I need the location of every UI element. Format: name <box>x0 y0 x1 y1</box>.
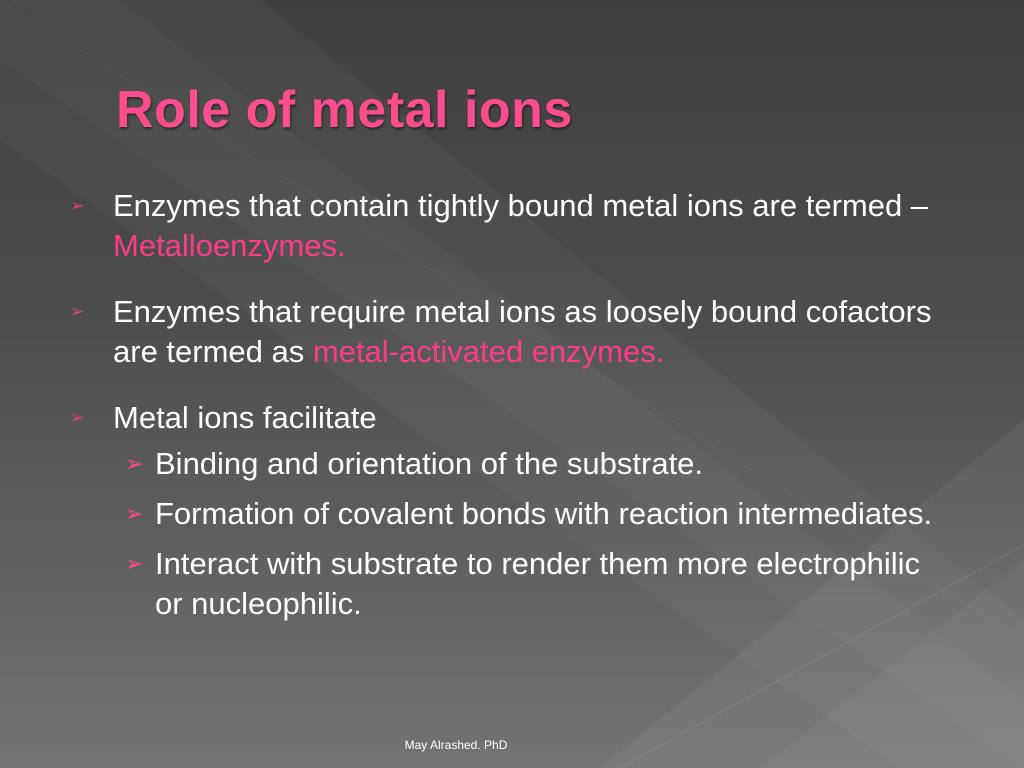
arrowhead-bullet-icon: ➢ <box>70 408 85 427</box>
bullet-text: Enzymes that require metal ions as loosely bound cofactors are termed as <box>113 294 932 369</box>
arrowhead-bullet-icon: ➢ <box>70 196 85 215</box>
sub-bullet-text: Interact with substrate to render them more electrophilic or nucleophilic. <box>155 546 921 621</box>
bullet-highlight: metal-activated enzymes. <box>312 334 665 369</box>
bullet-item-metal-activated <box>70 292 950 372</box>
arrowhead-bullet-icon: ➢ <box>125 551 144 576</box>
arrowhead-bullet-icon: ➢ <box>70 302 85 321</box>
bullet-item-metal-ions-facilitate <box>70 398 950 624</box>
sub-bullet-item <box>113 544 950 624</box>
sub-bullet-list <box>113 444 950 624</box>
sub-bullet-text: Binding and orientation of the substrate. <box>155 446 704 481</box>
slide-title: Role of metal ions <box>116 81 573 139</box>
bullet-text: Enzymes that contain tightly bound metal ions are termed – <box>113 188 929 223</box>
arrowhead-bullet-icon: ➢ <box>125 501 144 526</box>
sub-bullet-item <box>113 494 950 534</box>
sub-bullet-item <box>113 444 950 484</box>
bullet-text: Metal ions facilitate <box>113 400 377 435</box>
sub-bullet-text: Formation of covalent bonds with reaction intermediates. <box>155 496 933 531</box>
bullet-list <box>70 186 950 650</box>
bullet-item-metalloenzymes <box>70 186 950 266</box>
bullet-highlight: Metalloenzymes. <box>113 228 346 263</box>
arrowhead-bullet-icon: ➢ <box>125 451 144 476</box>
slide-footer: May Alrashed. PhD <box>404 738 508 752</box>
